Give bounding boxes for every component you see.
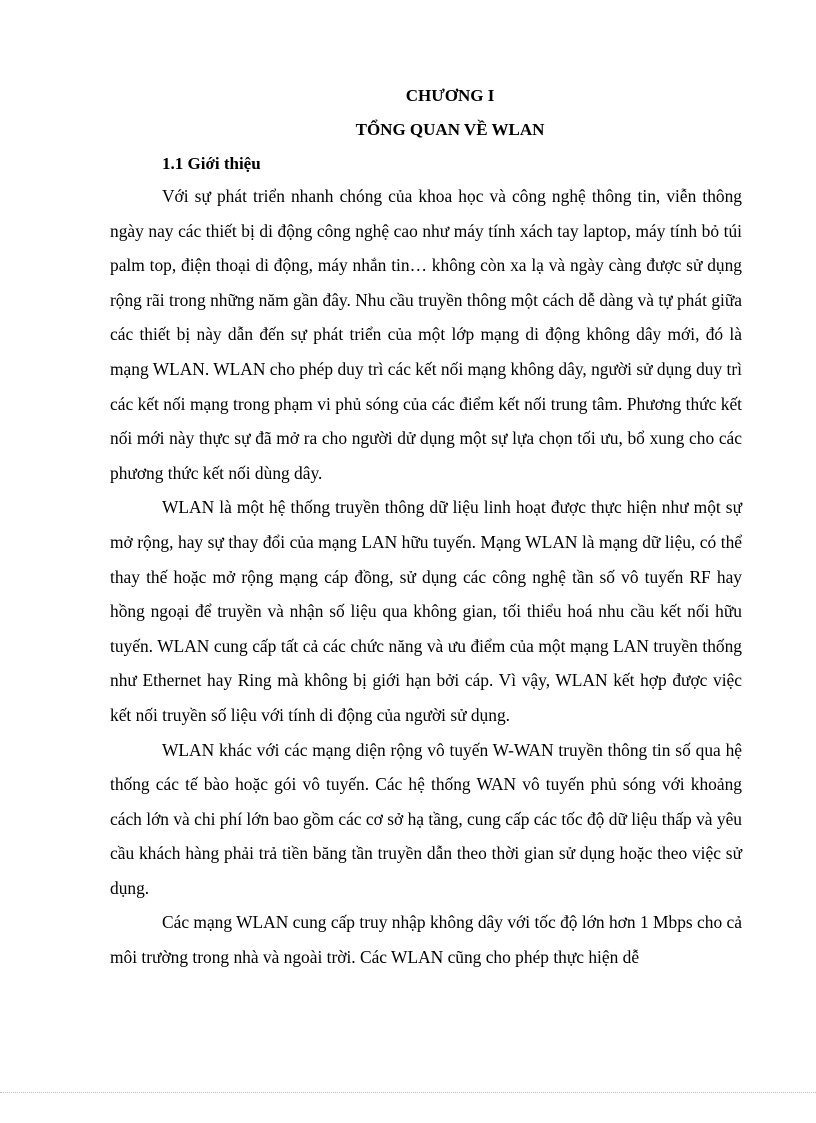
paragraph-4: Các mạng WLAN cung cấp truy nhập không dây với tốc độ lớn hơn 1 Mbps cho cả môi trường trong nhà và ngoài trời. Các WLAN cũng cho phép thực hiện dễ	[110, 912, 742, 968]
paragraph-3: WLAN khác với các mạng diện rộng vô tuyến W-WAN truyền thông tin số qua hệ thống các tế bào hoặc gói vô tuyến. Các hệ thống WAN vô tuyến phủ sóng với khoảng cách lớn và chi phí lớn bao gồm các cơ sở hạ tầng, cung cấp các tốc độ dữ liệu thấp và yêu cầu khách hàng phải trả tiền băng tần truyền dẫn theo thời gian sử dụng hoặc theo việc sử dụng.	[110, 739, 742, 898]
chapter-number: CHƯƠNG I	[405, 86, 495, 105]
paragraph-2: WLAN là một hệ thống truyền thông dữ liệu linh hoạt được thực hiện như một sự mở rộng, hay sự thay đổi của mạng LAN hữu tuyến. Mạng WLAN là mạng dữ liệu, có thể thay thế hoặc mở rộng mạng cáp đồng, sử dụng các công nghệ tần số vô tuyến RF hay hồng ngoại để truyền và nhận số liệu qua không gian, tối thiểu hoá nhu cầu kết nối hữu tuyến. WLAN cung cấp tất cả các chức năng và ưu điểm của một mạng LAN truyền thống như Ethernet hay Ring mà không bị giới hạn bởi cáp. Vì vậy, WLAN kết hợp được việc kết nối truyền số liệu với tính di động của người sử dụng.	[110, 497, 742, 725]
section-heading: 1.1 Giới thiệu	[162, 154, 261, 173]
page-bottom-divider	[0, 1092, 816, 1093]
body-text	[110, 179, 742, 975]
paragraph-1: Với sự phát triển nhanh chóng của khoa học và công nghệ thông tin, viễn thông ngày nay các thiết bị di động công nghệ cao như máy tính xách tay laptop, máy tính bỏ túi palm top, điện thoại di động, máy nhắn tin… không còn xa lạ và ngày càng được sử dụng rộng rãi trong những năm gần đây. Nhu cầu truyền thông một cách dễ dàng và tự phát giữa các thiết bị này dẫn đến sự phát triển của một lớp mạng di động không dây mới, đó là mạng WLAN. WLAN cho phép duy trì các kết nối mạng không dây, người sử dụng duy trì các kết nối mạng trong phạm vi phủ sóng của các điểm kết nối trung tâm. Phương thức kết nối mới này thực sự đã mở ra cho người dử dụng một sự lựa chọn tối ưu, bổ xung cho các phương thức kết nối dùng dây.	[110, 186, 742, 483]
chapter-title: TỔNG QUAN VỀ WLAN	[355, 120, 545, 139]
